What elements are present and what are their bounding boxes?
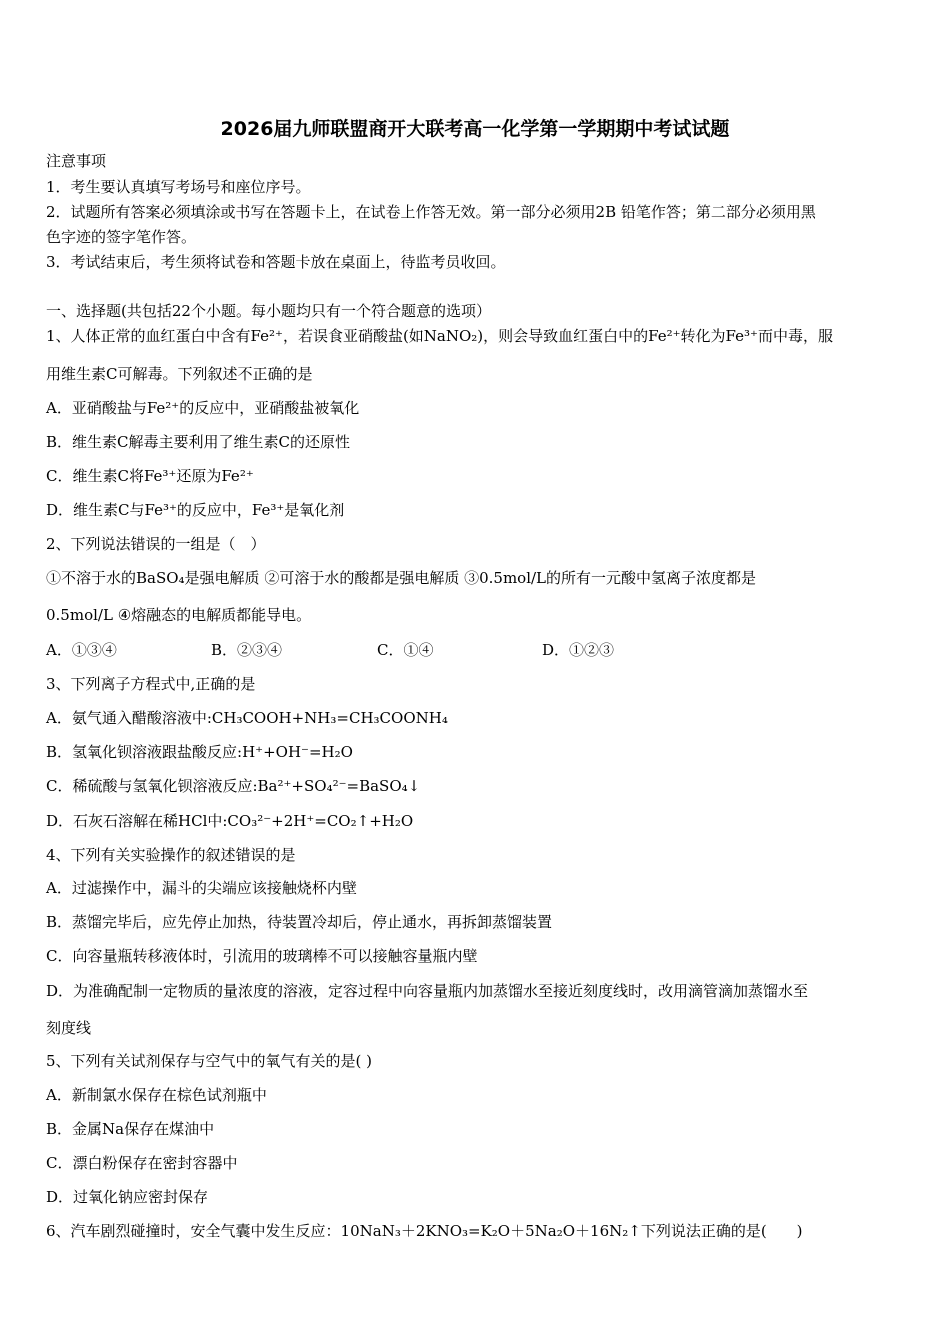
- question-5-option-b: B．金属Na保存在煤油中: [46, 1120, 215, 1138]
- question-1-stem-cont: 用维生素C可解毒。下列叙述不正确的是: [46, 365, 313, 383]
- question-2-statements: ①不溶于水的BaSO₄是强电解质 ②可溶于水的酸都是强电解质 ③0.5mol/L的所有一元酸中氢离子浓度都是: [46, 569, 757, 587]
- question-2-option-a: A．①③④: [46, 641, 117, 659]
- question-5-stem: 5、下列有关试剂保存与空气中的氧气有关的是( ): [46, 1052, 373, 1070]
- question-3-option-d: D．石灰石溶解在稀HCl中:CO₃²⁻+2H⁺=CO₂↑+H₂O: [46, 812, 414, 830]
- question-1-option-a: A．亚硝酸盐与Fe²⁺的反应中，亚硝酸盐被氧化: [46, 399, 360, 417]
- question-3-option-c: C．稀硫酸与氢氧化钡溶液反应:Ba²⁺+SO₄²⁻=BaSO₄↓: [46, 777, 421, 795]
- question-1-option-b: B．维生素C解毒主要利用了维生素C的还原性: [46, 433, 350, 451]
- question-2-options: [46, 640, 614, 660]
- section-heading: 一、选择题(共包括22个小题。每小题均只有一个符合题意的选项）: [46, 302, 491, 320]
- question-3-option-a: A．氨气通入醋酸溶液中:CH₃COOH+NH₃=CH₃COONH₄: [46, 709, 448, 727]
- question-2-option-b: B．②③④: [211, 641, 283, 659]
- question-4-option-d-cont: 刻度线: [46, 1019, 92, 1037]
- question-4-stem: 4、下列有关实验操作的叙述错误的是: [46, 846, 296, 864]
- question-3-option-b: B．氢氧化钡溶液跟盐酸反应:H⁺+OH⁻=H₂O: [46, 743, 353, 761]
- notice-heading: 注意事项: [46, 152, 107, 170]
- question-3-stem: 3、下列离子方程式中,正确的是: [46, 675, 256, 693]
- notice-item: 1．考生要认真填写考场号和座位序号。: [46, 178, 311, 196]
- question-2-stem: 2、下列说法错误的一组是（ ）: [46, 535, 266, 553]
- question-5-option-c: C．漂白粉保存在密封容器中: [46, 1154, 238, 1172]
- question-1-option-d: D．维生素C与Fe³⁺的反应中，Fe³⁺是氧化剂: [46, 501, 345, 519]
- question-5-option-d: D．过氧化钠应密封保存: [46, 1188, 209, 1206]
- notice-item: 3．考试结束后，考生须将试卷和答题卡放在桌面上，待监考员收回。: [46, 253, 506, 271]
- page-title: 2026届九师联盟商开大联考高一化学第一学期期中考试试题: [220, 118, 730, 140]
- question-1-option-c: C．维生素C将Fe³⁺还原为Fe²⁺: [46, 467, 254, 485]
- question-2-option-d: D．①②③: [542, 641, 615, 659]
- notice-item: 2．试题所有答案必须填涂或书写在答题卡上，在试卷上作答无效。第一部分必须用2B 铅笔作答；第二部分必须用黑: [46, 203, 816, 221]
- question-4-option-a: A．过滤操作中，漏斗的尖端应该接触烧杯内壁: [46, 879, 357, 897]
- question-6-stem: 6、汽车剧烈碰撞时，安全气囊中发生反应：10NaN₃＋2KNO₃=K₂O＋5Na₂O＋16N₂↑下列说法正确的是( ): [46, 1222, 803, 1240]
- question-1-stem: 1、人体正常的血红蛋白中含有Fe²⁺，若误食亚硝酸盐(如NaNO₂)，则会导致血红蛋白中的Fe²⁺转化为Fe³⁺而中毒，服: [46, 327, 833, 345]
- notice-item: 色字迹的签字笔作答。: [46, 228, 197, 246]
- question-2-statements-cont: 0.5mol/L ④熔融态的电解质都能导电。: [46, 606, 312, 624]
- question-4-option-b: B．蒸馏完毕后，应先停止加热，待装置冷却后，停止通水，再拆卸蒸馏装置: [46, 913, 553, 931]
- question-2-option-c: C．①④: [377, 641, 434, 659]
- question-5-option-a: A．新制氯水保存在棕色试剂瓶中: [46, 1086, 267, 1104]
- question-4-option-d: D．为准确配制一定物质的量浓度的溶液，定容过程中向容量瓶内加蒸馏水至接近刻度线时，改用滴管滴加蒸馏水至: [46, 982, 809, 1000]
- question-4-option-c: C．向容量瓶转移液体时，引流用的玻璃棒不可以接触容量瓶内壁: [46, 947, 478, 965]
